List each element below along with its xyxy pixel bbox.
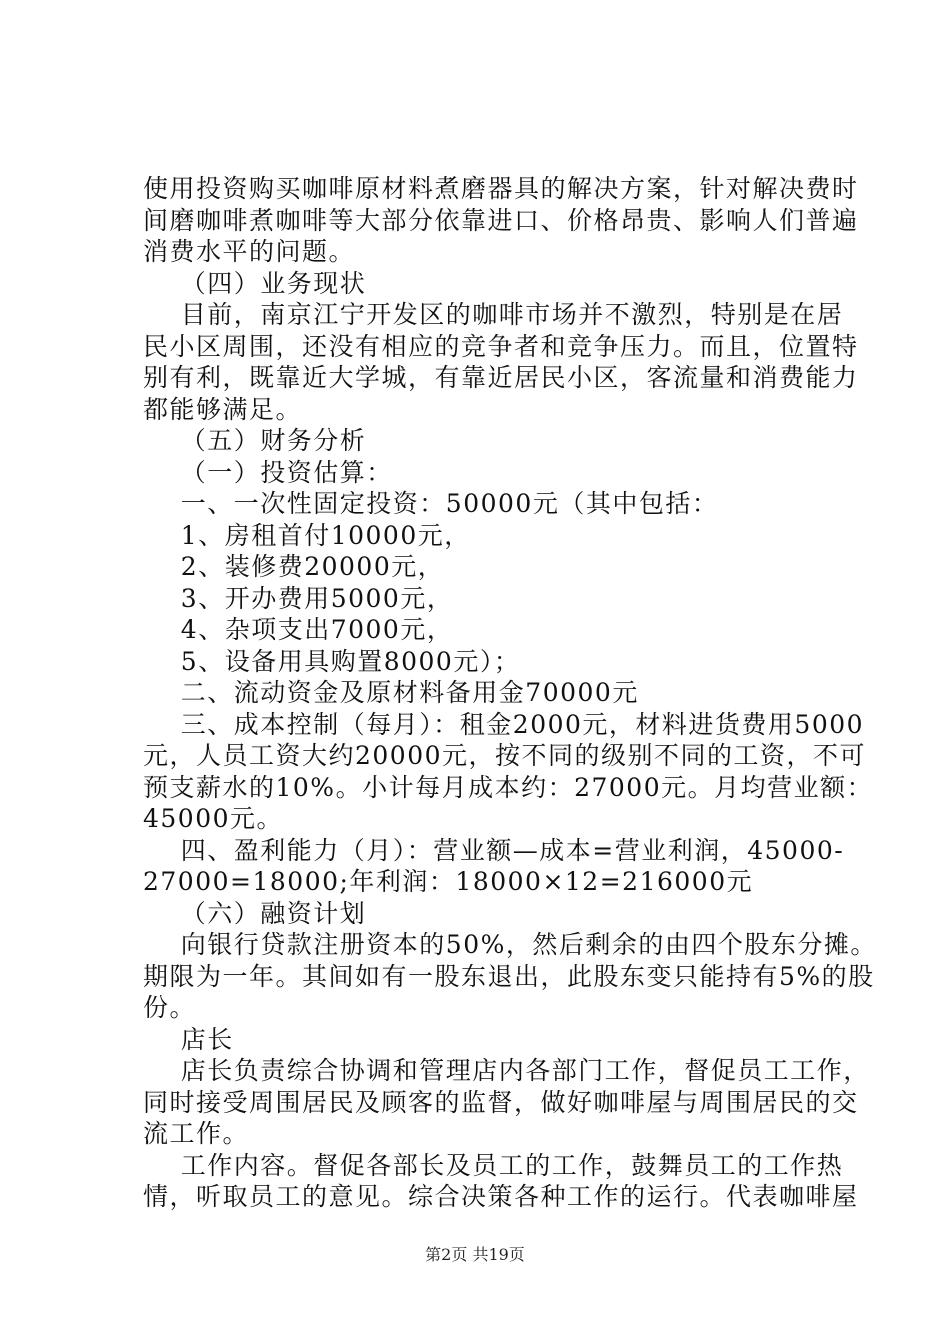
text-line: 情，听取员工的意见。综合决策各种工作的运行。代表咖啡屋 <box>143 1182 859 1211</box>
text-line: 民小区周围，还没有相应的竞争者和竞争压力。而且，位置特 <box>143 331 859 361</box>
text-line: 45000元。 <box>143 804 284 833</box>
section-heading: （四）业务现状 <box>143 268 367 298</box>
text-line: 同时接受周围居民及顾客的监督，做好咖啡屋与周围居民的交 <box>143 1087 859 1117</box>
text-line: 二、流动资金及原材料备用金70000元 <box>143 678 639 707</box>
text-line: 份。 <box>143 993 197 1022</box>
text-line: 都能够满足。 <box>143 394 303 424</box>
text-line: 工作内容。督促各部长及员工的工作，鼓舞员工的工作热 <box>143 1150 844 1180</box>
text-line: 消费水平的问题。 <box>143 237 356 266</box>
text-line: 间磨咖啡煮咖啡等大部分依靠进口、价格昂贵、影响人们普遍 <box>143 205 859 235</box>
list-item: 3、开办费用5000元， <box>143 583 454 613</box>
list-item: 1、房租首付10000元， <box>143 520 471 550</box>
list-item: 2、装修费20000元， <box>143 552 445 581</box>
page-number-footer: 第2页 共19页 <box>425 1245 525 1264</box>
text-line: 向银行贷款注册资本的50%，然后剩余的由四个股东分摊。 <box>143 930 877 959</box>
text-line: 期限为一年。其间如有一股东退出，此股东变只能持有5%的股 <box>143 961 875 991</box>
text-line: 流工作。 <box>143 1119 250 1148</box>
text-line: 元，人员工资大约20000元，按不同的级别不同的工资，不可 <box>143 741 867 770</box>
list-item: 5、设备用具购置8000元）； <box>143 646 521 676</box>
text-line: 店长负责综合协调和管理店内各部门工作，督促员工工作， <box>143 1056 870 1085</box>
section-heading: 店长 <box>143 1024 234 1054</box>
text-line: 27000=18000;年利润：18000×12=216000元 <box>143 867 754 896</box>
text-line: 四、盈利能力（月）：营业额—成本=营业利润，45000- <box>143 835 845 865</box>
text-line: 预支薪水的10%。小计每月成本约：27000元。月均营业额： <box>143 772 874 802</box>
section-heading: （六）融资计划 <box>143 898 367 928</box>
section-heading: （五）财务分析 <box>143 426 367 455</box>
document-body <box>143 173 877 1213</box>
subsection-heading: （一）投资估算： <box>143 457 393 487</box>
text-line: 别有利，既靠近大学城，有靠近居民小区，客流量和消费能力 <box>143 363 859 392</box>
text-line: 使用投资购买咖啡原材料煮磨器具的解决方案，针对解决费时 <box>143 174 859 203</box>
list-item: 4、杂项支出7000元， <box>143 615 454 644</box>
text-line: 三、成本控制（每月）：租金2000元，材料进货费用5000 <box>143 709 865 739</box>
text-line: 一、一次性固定投资：50000元（其中包括： <box>143 489 719 518</box>
text-line: 目前，南京江宁开发区的咖啡市场并不激烈，特别是在居 <box>143 300 844 329</box>
